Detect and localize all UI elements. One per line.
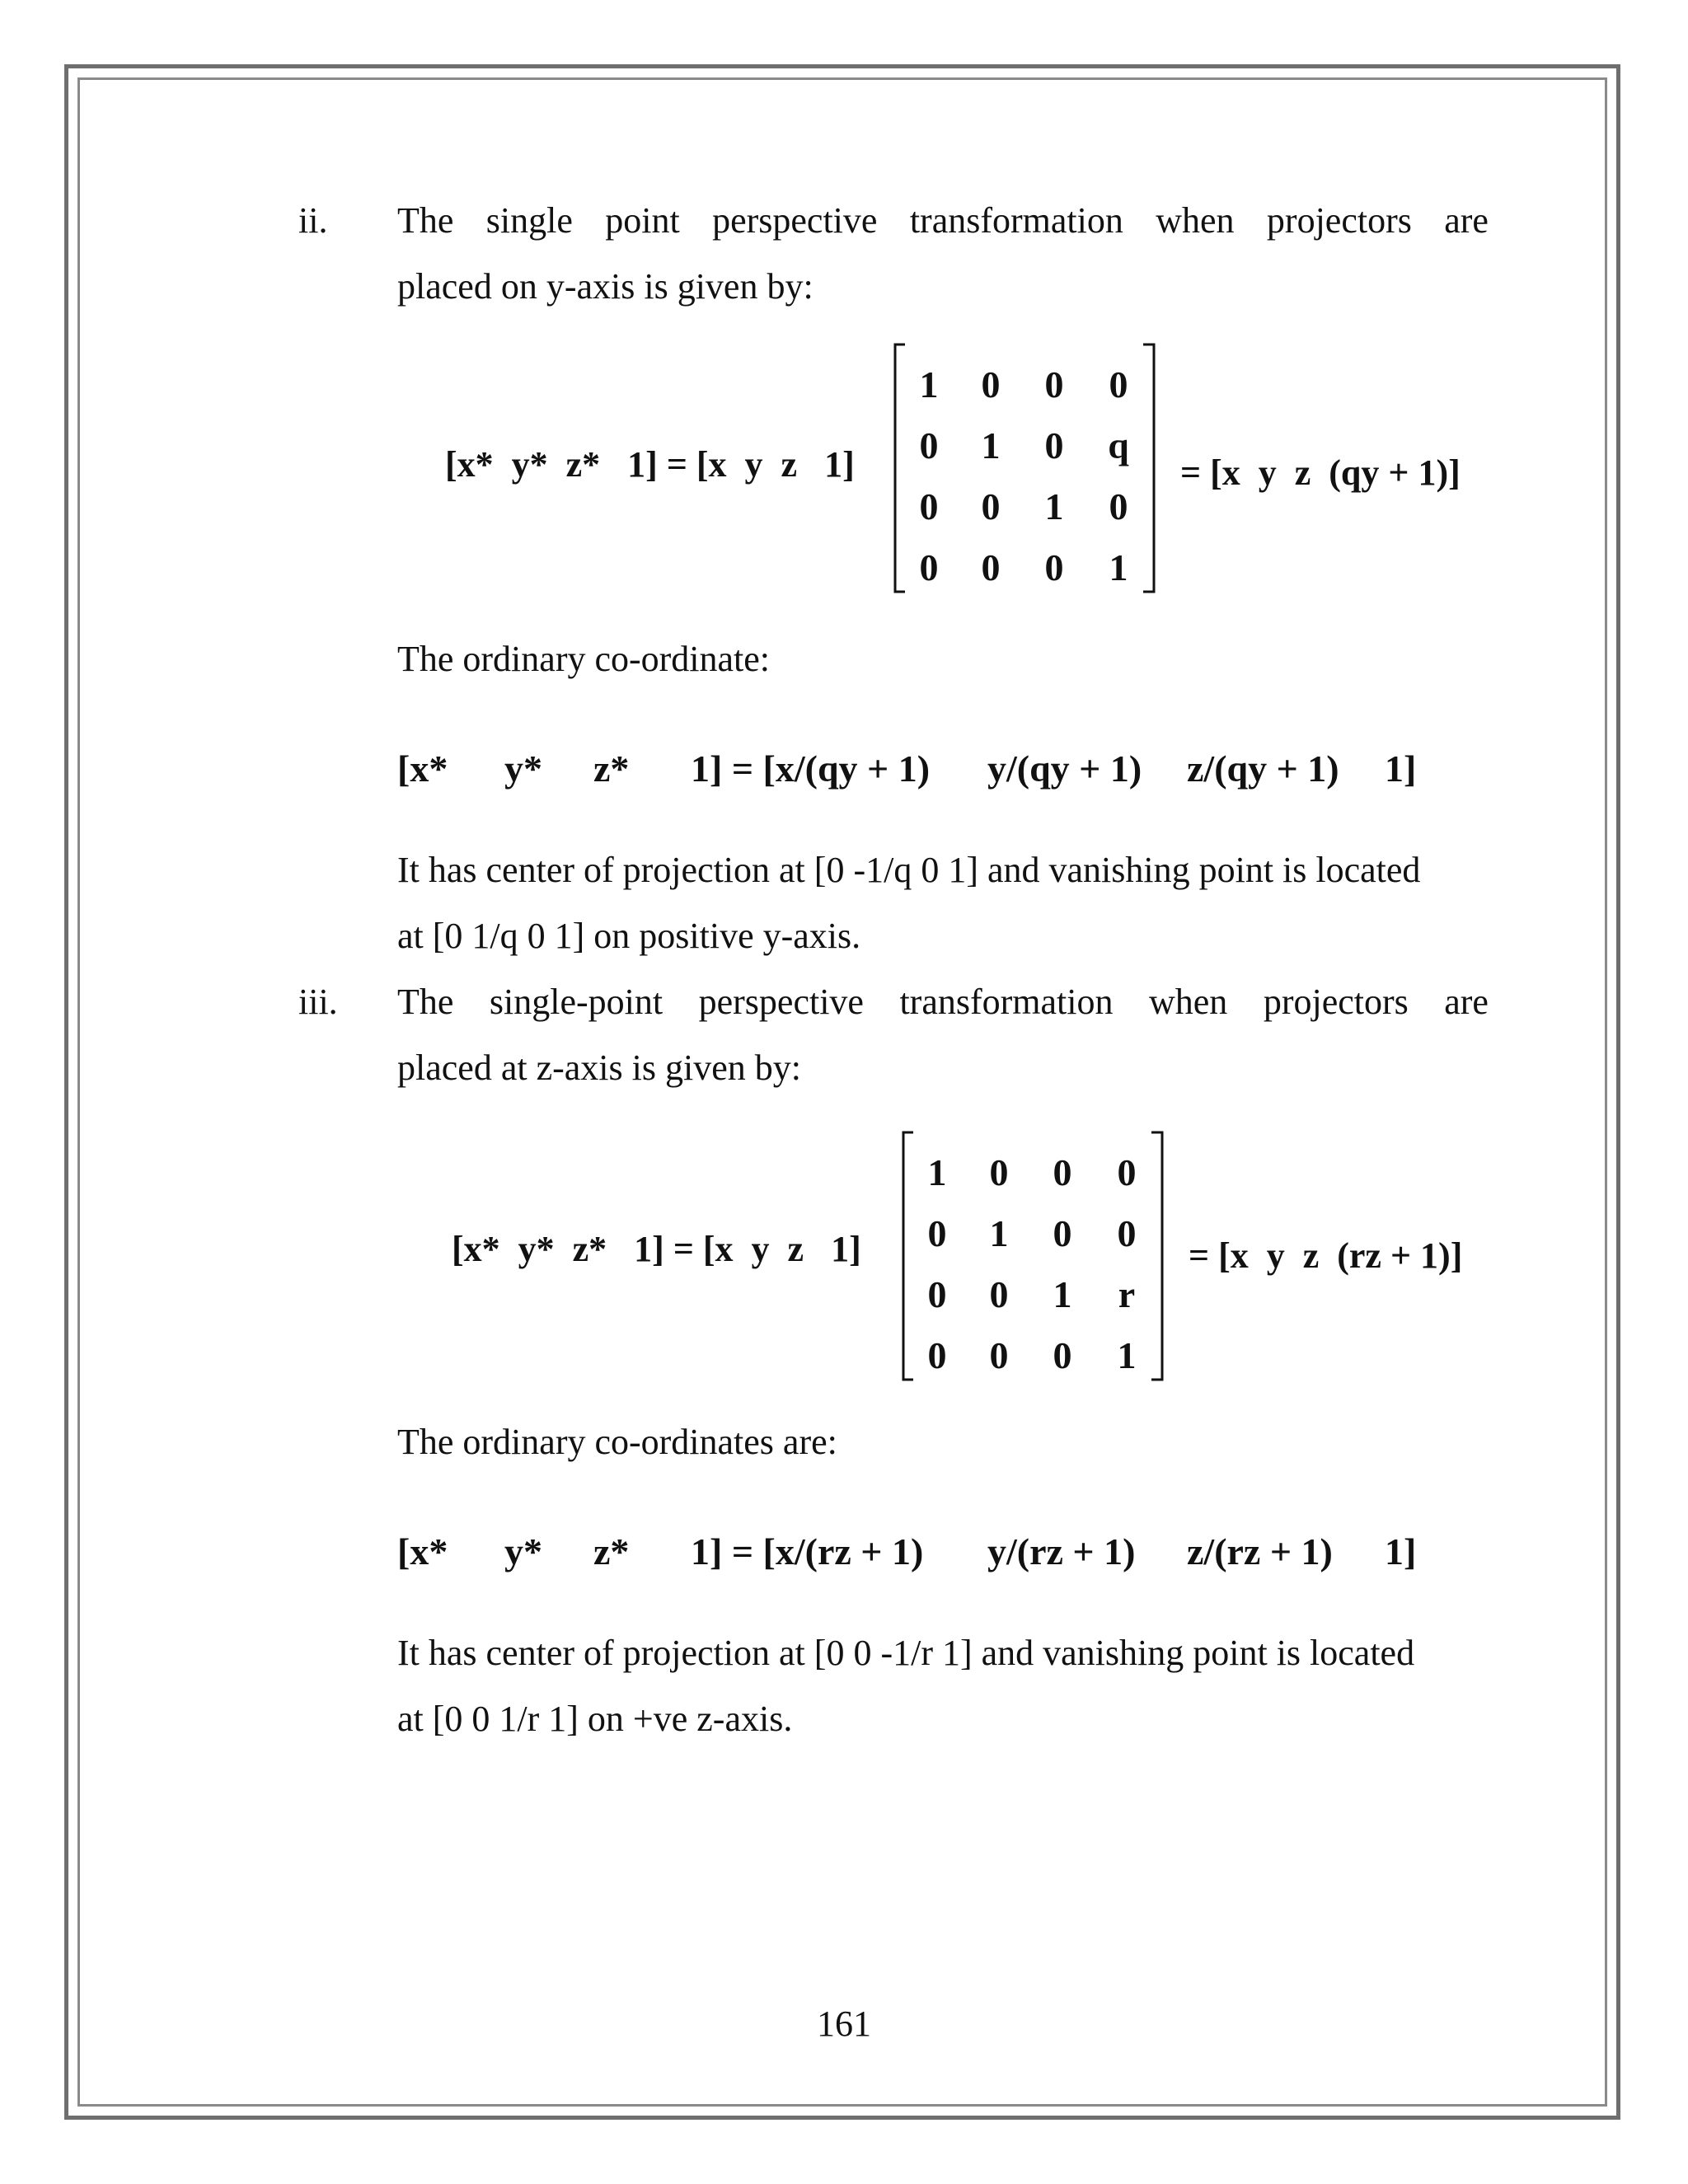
matrix-cell: 0 xyxy=(1109,485,1128,527)
word: The xyxy=(397,982,454,1022)
matrix-cell: 0 xyxy=(989,1334,1009,1376)
matrix-cell: 0 xyxy=(1044,424,1064,466)
ordinary-part: z* xyxy=(593,748,630,790)
matrix-cell: r xyxy=(1118,1273,1136,1315)
word: single xyxy=(485,200,573,241)
word: perspective xyxy=(698,982,864,1022)
matrix-cell: 0 xyxy=(1044,546,1064,588)
matrix-cell: 0 xyxy=(989,1273,1009,1315)
item-iii-marker: iii. xyxy=(298,982,338,1022)
matrix-cell: 1 xyxy=(1117,1334,1137,1376)
matrix-cell: 1 xyxy=(919,363,939,405)
ordinary-part: 1] xyxy=(1385,1530,1417,1572)
matrix-cell: 0 xyxy=(1117,1151,1137,1193)
matrix-cell: 0 xyxy=(919,424,939,466)
matrix-cell: 0 xyxy=(981,363,1001,405)
word: transformation xyxy=(899,982,1114,1022)
item-iii-line1 xyxy=(397,984,1489,1020)
matrix-cell: 0 xyxy=(989,1151,1009,1193)
item-ii-equation-rhs: = [x y z (qy + 1)] xyxy=(1180,452,1461,493)
word: projectors xyxy=(1263,982,1409,1022)
matrix-cell: 0 xyxy=(919,485,939,527)
page-border-inner xyxy=(77,77,1607,2107)
item-ii-marker: ii. xyxy=(298,200,328,241)
item-iii-ordinary-heading: The ordinary co-ordinates are: xyxy=(397,1422,837,1462)
item-iii-center-line1: It has center of projection at [0 0 -1/r 1] and vanishing point is located xyxy=(397,1633,1415,1673)
matrix-cell: 1 xyxy=(1109,546,1128,588)
word: are xyxy=(1444,982,1489,1022)
item-iii-equation-lhs: [x* y* z* 1] = [x y z 1] xyxy=(452,1229,861,1269)
word: when xyxy=(1149,982,1228,1022)
matrix-cell: q xyxy=(1108,424,1129,466)
word: single-point xyxy=(489,982,663,1022)
matrix-cell: 0 xyxy=(1044,363,1064,405)
item-ii-ordinary-heading: The ordinary co-ordinate: xyxy=(397,639,771,679)
ordinary-part: 1] xyxy=(1385,748,1417,790)
matrix-cell: 0 xyxy=(1053,1212,1072,1254)
item-iii-center-line2: at [0 0 1/r 1] on +ve z-axis. xyxy=(397,1699,793,1739)
item-iii-equation-rhs: = [x y z (rz + 1)] xyxy=(1189,1235,1463,1276)
item-ii-matrix xyxy=(892,341,1160,595)
item-iii-line2: placed at z-axis is given by: xyxy=(397,1047,801,1088)
page-number: 161 xyxy=(817,2004,871,2044)
item-iii-matrix xyxy=(900,1129,1168,1383)
ordinary-part: y* xyxy=(504,748,542,790)
item-ii-line1 xyxy=(397,200,1489,241)
ordinary-part: z* xyxy=(593,1530,630,1572)
item-ii-equation-lhs: [x* y* z* 1] = [x y z 1] xyxy=(445,444,855,485)
item-ii-center-line2: at [0 1/q 0 1] on positive y-axis. xyxy=(397,916,861,956)
matrix-cell: 1 xyxy=(927,1151,947,1193)
word: perspective xyxy=(712,200,878,241)
ordinary-part: y/(rz + 1) xyxy=(987,1530,1136,1572)
word: projectors xyxy=(1266,200,1412,241)
ordinary-part: z/(rz + 1) xyxy=(1187,1530,1333,1572)
item-ii-line2: placed on y-axis is given by: xyxy=(397,266,814,307)
item-ii-center-line1: It has center of projection at [0 -1/q 0 1] and vanishing point is located xyxy=(397,850,1421,890)
matrix-cell: 1 xyxy=(1053,1273,1072,1315)
word: when xyxy=(1156,200,1235,241)
matrix-cell: 1 xyxy=(1044,485,1064,527)
matrix-cell: 1 xyxy=(981,424,1001,466)
word: The xyxy=(397,200,454,241)
word: are xyxy=(1444,200,1489,241)
matrix-cell: 0 xyxy=(1109,363,1128,405)
ordinary-part: y/(qy + 1) xyxy=(987,748,1142,790)
matrix-cell: 0 xyxy=(981,485,1001,527)
ordinary-part: z/(qy + 1) xyxy=(1187,748,1339,790)
matrix-cell: 0 xyxy=(1053,1334,1072,1376)
matrix-cell: 0 xyxy=(927,1334,947,1376)
matrix-cell: 1 xyxy=(989,1212,1009,1254)
ordinary-part: y* xyxy=(504,1530,542,1572)
ordinary-part: 1] = [x/(qy + 1) xyxy=(691,748,931,790)
ordinary-part: [x* xyxy=(397,1530,448,1572)
word: point xyxy=(605,200,680,241)
matrix-cell: 0 xyxy=(1053,1151,1072,1193)
ordinary-part: 1] = [x/(rz + 1) xyxy=(691,1530,924,1572)
matrix-cell: 0 xyxy=(981,546,1001,588)
word: transformation xyxy=(909,200,1123,241)
matrix-cell: 0 xyxy=(919,546,939,588)
matrix-cell: 0 xyxy=(927,1212,947,1254)
matrix-cell: 0 xyxy=(1117,1212,1137,1254)
matrix-cell: 0 xyxy=(927,1273,947,1315)
ordinary-part: [x* xyxy=(397,748,448,790)
